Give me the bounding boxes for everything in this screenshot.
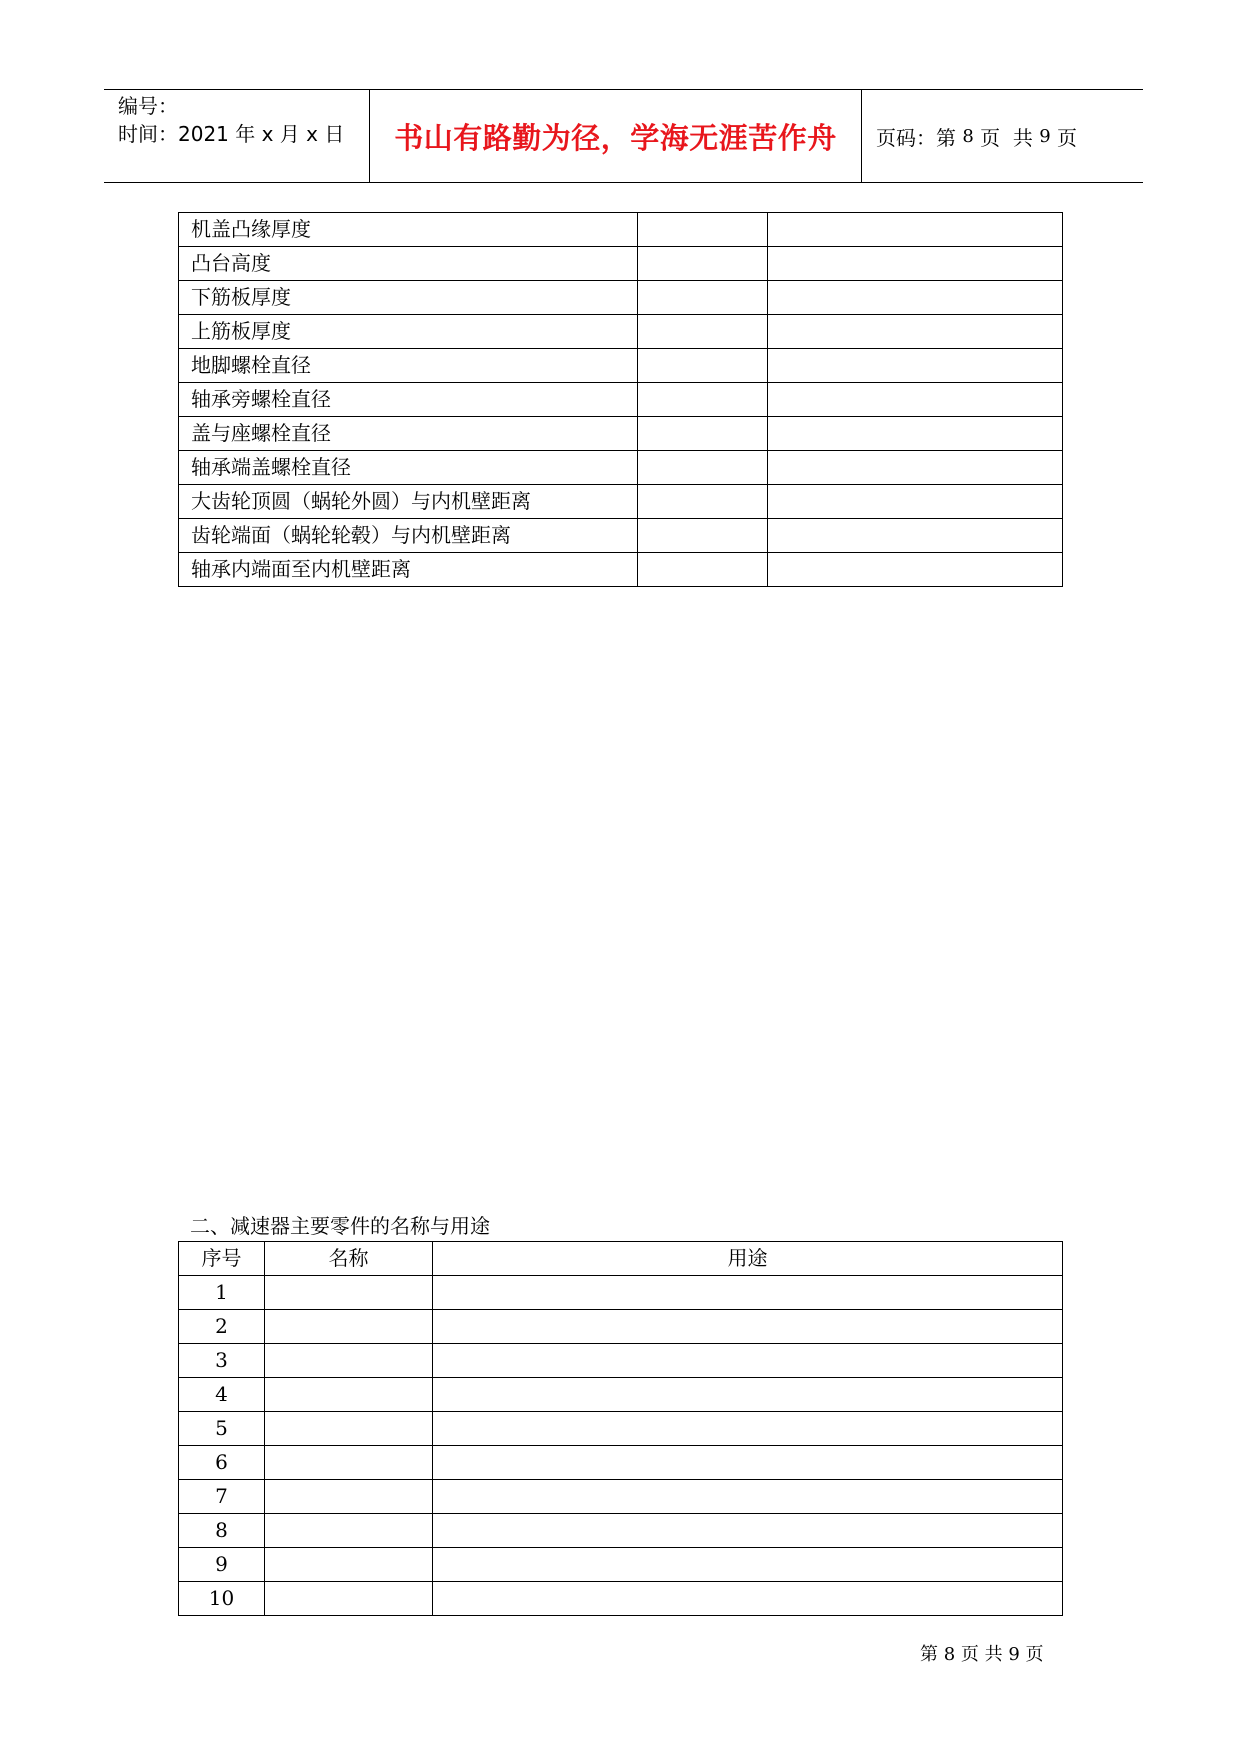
dimension-symbol-cell[interactable] [638, 281, 768, 315]
table-row [179, 485, 1063, 519]
parts-table [178, 1241, 1063, 1616]
part-usage-cell[interactable] [433, 1480, 1063, 1514]
dimension-value-cell[interactable] [768, 519, 1063, 553]
table-row [179, 1310, 1063, 1344]
dimension-label: 凸台高度 [179, 247, 638, 281]
part-name-cell[interactable] [265, 1412, 433, 1446]
page-mid: 页 共 [973, 125, 1040, 150]
part-name-cell[interactable] [265, 1548, 433, 1582]
part-name-cell[interactable] [265, 1276, 433, 1310]
dimension-label: 轴承旁螺栓直径 [179, 383, 638, 417]
dimension-symbol-cell[interactable] [638, 451, 768, 485]
number-label: 编号： [118, 94, 178, 118]
dimension-value-cell[interactable] [768, 247, 1063, 281]
section-title: 二、减速器主要零件的名称与用途 [190, 1214, 490, 1238]
part-usage-cell[interactable] [433, 1276, 1063, 1310]
dimension-symbol-cell[interactable] [638, 349, 768, 383]
row-index: 5 [179, 1412, 265, 1446]
row-index: 4 [179, 1378, 265, 1412]
part-usage-cell[interactable] [433, 1344, 1063, 1378]
table-row [179, 213, 1063, 247]
part-name-cell[interactable] [265, 1310, 433, 1344]
table-row [179, 519, 1063, 553]
table-row [179, 1446, 1063, 1480]
part-usage-cell[interactable] [433, 1548, 1063, 1582]
dimension-value-cell[interactable] [768, 213, 1063, 247]
dimension-value-cell[interactable] [768, 281, 1063, 315]
header-divider [861, 90, 862, 182]
row-index: 1 [179, 1276, 265, 1310]
dimension-value-cell[interactable] [768, 451, 1063, 485]
page-total: 9 [1039, 125, 1051, 147]
table-row [179, 247, 1063, 281]
page-prefix: 页码：第 [876, 125, 963, 150]
dimension-symbol-cell[interactable] [638, 247, 768, 281]
header-motto: 书山有路勤为径，学海无涯苦作舟 [394, 120, 837, 155]
header-cell-name: 名称 [265, 1242, 433, 1276]
table-row [179, 349, 1063, 383]
row-index: 7 [179, 1480, 265, 1514]
row-index: 10 [179, 1582, 265, 1616]
dimension-label: 轴承端盖螺栓直径 [179, 451, 638, 485]
dimension-label: 盖与座螺栓直径 [179, 417, 638, 451]
dimension-label: 轴承内端面至内机壁距离 [179, 553, 638, 587]
dimension-value-cell[interactable] [768, 383, 1063, 417]
page-footer: 第 8 页 共 9 页 [920, 1644, 1044, 1665]
time-label: 时间：2021 年 x 月 x 日 [118, 122, 345, 146]
dimension-symbol-cell[interactable] [638, 383, 768, 417]
part-usage-cell[interactable] [433, 1582, 1063, 1616]
row-index: 3 [179, 1344, 265, 1378]
dimension-value-cell[interactable] [768, 553, 1063, 587]
table-row [179, 553, 1063, 587]
table-row [179, 1412, 1063, 1446]
page-current: 8 [962, 125, 974, 147]
part-usage-cell[interactable] [433, 1514, 1063, 1548]
dimension-label: 下筋板厚度 [179, 281, 638, 315]
page-suffix: 页 [1050, 125, 1078, 150]
part-name-cell[interactable] [265, 1344, 433, 1378]
part-usage-cell[interactable] [433, 1378, 1063, 1412]
dimension-label: 上筋板厚度 [179, 315, 638, 349]
dimension-label: 地脚螺栓直径 [179, 349, 638, 383]
dimension-value-cell[interactable] [768, 315, 1063, 349]
header-page-info [876, 90, 1077, 182]
table-row [179, 1276, 1063, 1310]
part-usage-cell[interactable] [433, 1412, 1063, 1446]
dimension-value-cell[interactable] [768, 417, 1063, 451]
part-name-cell[interactable] [265, 1446, 433, 1480]
table-row [179, 1548, 1063, 1582]
part-name-cell[interactable] [265, 1480, 433, 1514]
part-name-cell[interactable] [265, 1514, 433, 1548]
dimension-symbol-cell[interactable] [638, 213, 768, 247]
row-index: 2 [179, 1310, 265, 1344]
dimension-symbol-cell[interactable] [638, 553, 768, 587]
table-row [179, 281, 1063, 315]
header-left [118, 92, 344, 148]
table-row [179, 1480, 1063, 1514]
dimension-value-cell[interactable] [768, 485, 1063, 519]
table-row [179, 1582, 1063, 1616]
table-row [179, 1514, 1063, 1548]
dimension-label: 齿轮端面（蜗轮轮毂）与内机壁距离 [179, 519, 638, 553]
part-usage-cell[interactable] [433, 1446, 1063, 1480]
table-row [179, 383, 1063, 417]
header-cell-usage: 用途 [433, 1242, 1063, 1276]
page-header [104, 89, 1143, 183]
table-header-row [179, 1242, 1063, 1276]
row-index: 9 [179, 1548, 265, 1582]
dimension-label: 大齿轮顶圆（蜗轮外圆）与内机壁距离 [179, 485, 638, 519]
dimension-table [178, 212, 1063, 587]
table-row [179, 315, 1063, 349]
dimension-symbol-cell[interactable] [638, 315, 768, 349]
part-usage-cell[interactable] [433, 1310, 1063, 1344]
row-index: 8 [179, 1514, 265, 1548]
table-row [179, 1378, 1063, 1412]
part-name-cell[interactable] [265, 1378, 433, 1412]
header-cell-index: 序号 [179, 1242, 265, 1276]
dimension-value-cell[interactable] [768, 349, 1063, 383]
dimension-symbol-cell[interactable] [638, 485, 768, 519]
dimension-symbol-cell[interactable] [638, 519, 768, 553]
table-row [179, 451, 1063, 485]
row-index: 6 [179, 1446, 265, 1480]
table-row [179, 417, 1063, 451]
part-name-cell[interactable] [265, 1582, 433, 1616]
dimension-label: 机盖凸缘厚度 [179, 213, 638, 247]
dimension-symbol-cell[interactable] [638, 417, 768, 451]
table-row [179, 1344, 1063, 1378]
